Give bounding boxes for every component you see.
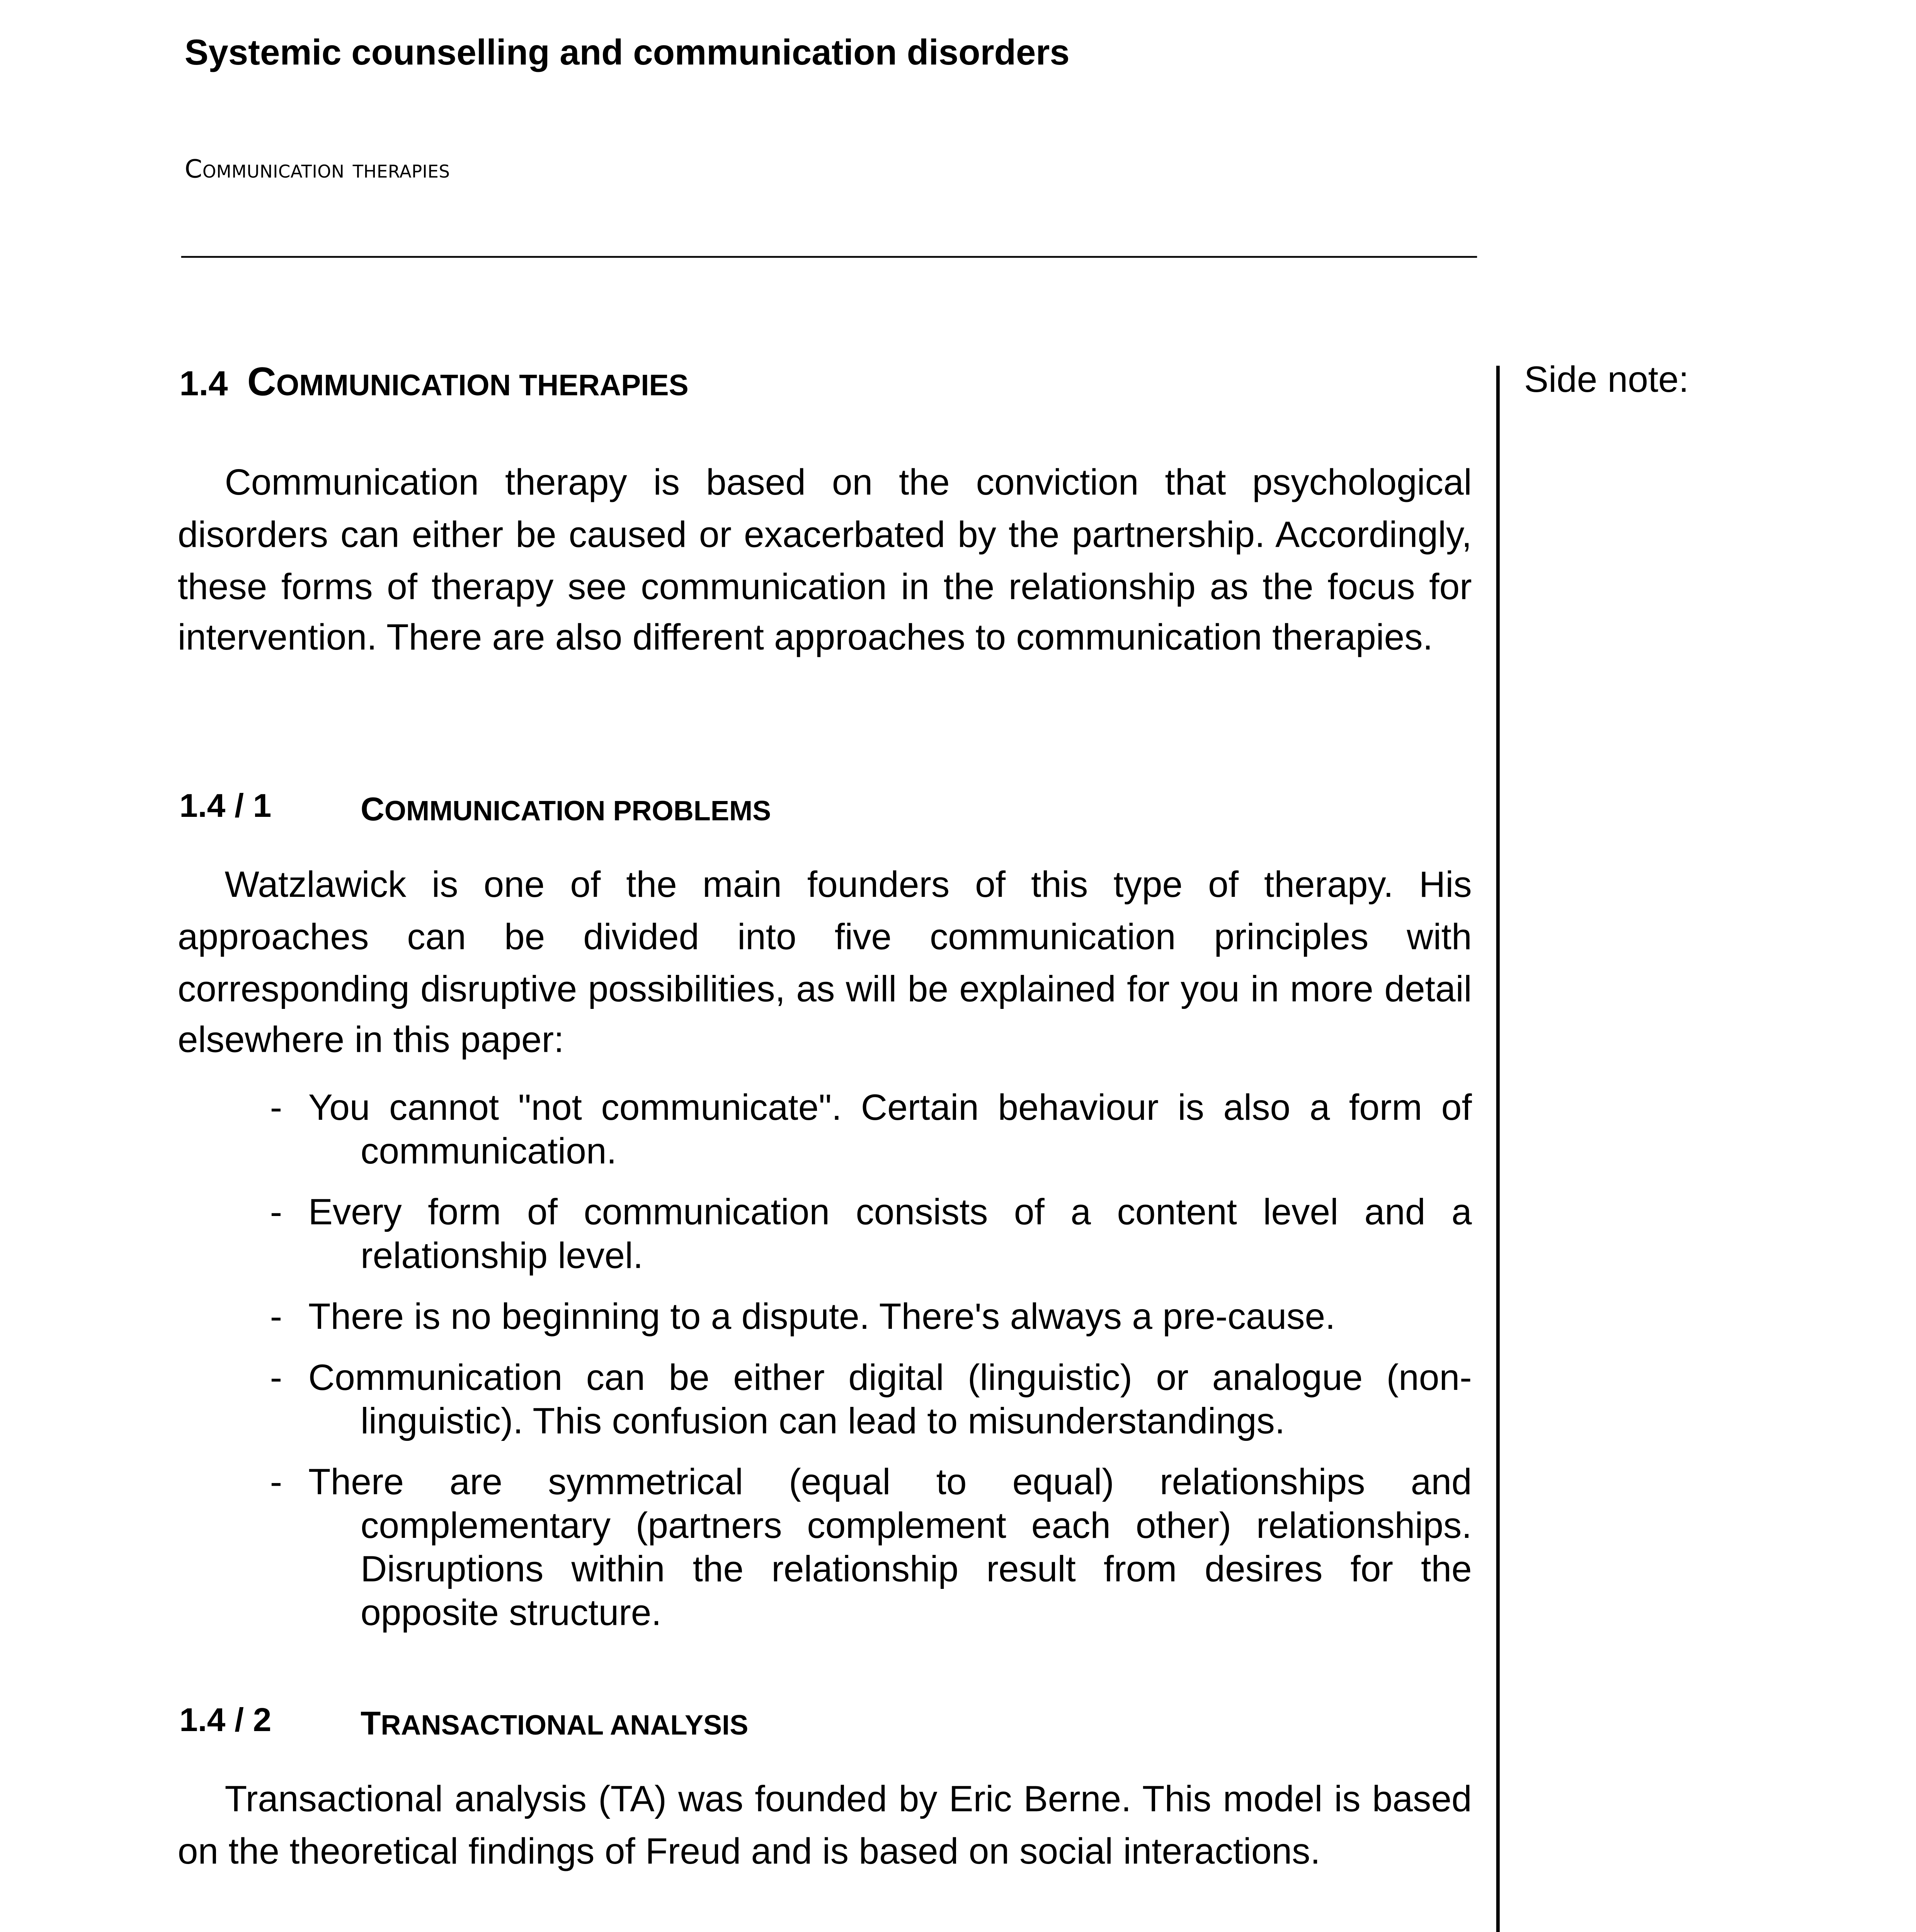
- subsection-title: [361, 1707, 748, 1745]
- side-note-label: Side note:: [1524, 361, 1689, 401]
- list-item: - There is no beginning to a dispute. There's always a pre-cause.: [270, 1297, 1336, 1338]
- section-number: 1.4: [179, 366, 228, 404]
- section-heading: [179, 359, 689, 406]
- list-item-text: There is no beginning to a dispute. There's always a pre-cause.: [308, 1297, 1336, 1338]
- list-item-text: You cannot "not communicate". Certain behaviour is also a form of communication.: [308, 1088, 1472, 1172]
- transactional-analysis-paragraph: Transactional analysis (TA) was founded by Eric Berne. This model is based on the theoretical findings of Freud and is based on social interactions.: [177, 1780, 1472, 1872]
- list-item: - There are symmetrical (equal to equal) relationships and complementary (partners complement each other) relationships. Disruptions within the relationship result from desires for the opposite structure.: [270, 1463, 1472, 1634]
- subsection-number: 1.4 / 2: [179, 1703, 272, 1740]
- running-head: Communication therapies: [184, 156, 450, 185]
- subsection-title-rest: RANSACTIONAL ANALYSIS: [381, 1712, 749, 1742]
- list-item-text: Communication can be either digital (linguistic) or analogue (non-linguistic). This confusion can lead to misunderstandings.: [308, 1358, 1472, 1442]
- section-intro-paragraph: Communication therapy is based on the conviction that psychological disorders can either be caused or exacerbated by the partnership. Accordingly, these forms of therapy see communication in the relationship as the focus for intervention. There are also different approaches to communication therapies.: [177, 463, 1472, 659]
- header-divider: [181, 256, 1477, 258]
- list-item-text: There are symmetrical (equal to equal) relationships and complementary (partners complement each other) relationships. Disruptions within the relationship result from desires for the opposite structure.: [308, 1463, 1472, 1634]
- communication-principles-list: [270, 1087, 1472, 1653]
- subsection-title-initial: T: [361, 1707, 381, 1743]
- section-title-rest: OMMUNICATION THERAPIES: [276, 369, 689, 403]
- watzlawick-paragraph: Watzlawick is one of the main founders of this type of therapy. His approaches can be divided into five communication principles with corresponding disruptive possibilities, as will be explained for you in more detail elsewhere in this paper:: [177, 866, 1472, 1061]
- subsection-title-rest: OMMUNICATION PROBLEMS: [384, 798, 771, 827]
- list-item: - Every form of communication consists of a content level and a relationship level.: [270, 1193, 1472, 1277]
- document-title: Systemic counselling and communication disorders: [184, 33, 1070, 73]
- subsection-title-initial: C: [361, 792, 385, 829]
- subsection-title: [361, 793, 771, 831]
- subsection-number: 1.4 / 1: [179, 789, 272, 826]
- side-note-margin-rule: [1496, 366, 1500, 1932]
- list-item: - You cannot "not communicate". Certain behaviour is also a form of communication.: [270, 1088, 1472, 1172]
- section-title-initial: C: [247, 359, 276, 404]
- list-item: - Communication can be either digital (linguistic) or analogue (non-linguistic). This confusion can lead to misunderstandings.: [270, 1358, 1472, 1442]
- list-item-text: Every form of communication consists of a content level and a relationship level.: [308, 1193, 1472, 1277]
